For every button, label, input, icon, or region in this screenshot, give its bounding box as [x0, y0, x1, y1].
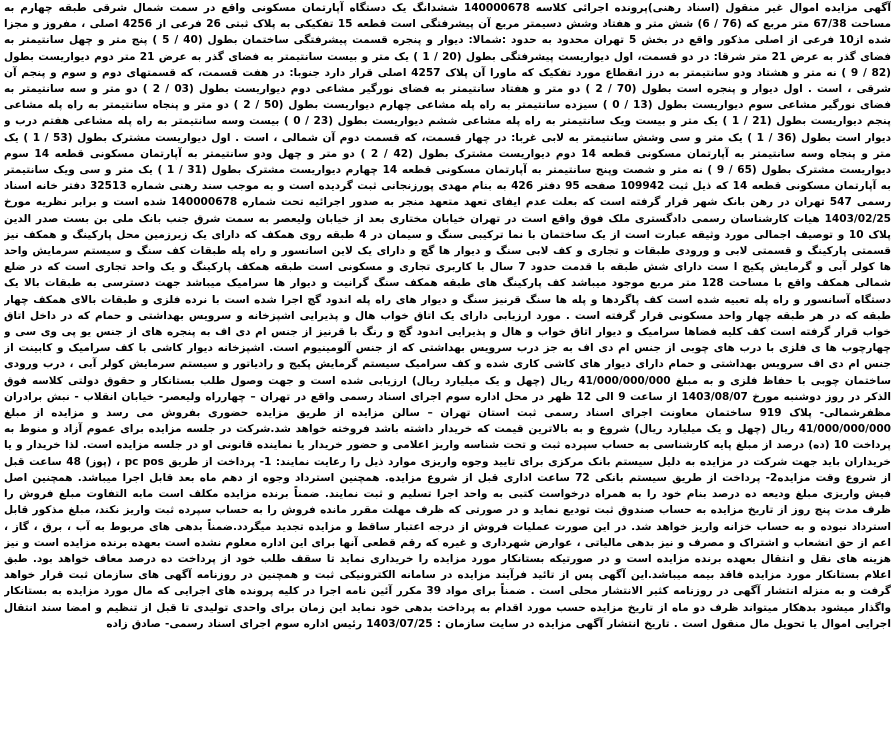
auction-notice — [4, 0, 891, 731]
auction-notice-body: آگهی مزایده اموال غیر منقول (اسناد رهنی)پرونده اجرائی کلاسه 140000678 ششدانگ یک دستگاه آپارتمان مسکونی واقع در سمت شمال شرقی طبقه چهارم به مساحت 67/38 متر مربع که (76 / 6) شش متر و هفتاد وشش دسیمتر مربع آن پیشرفتگی است قطعه 15 تفکیکی به پلاک ثبتی 26 فرعی از 4256 اصلی ، مفروز و مجزا شده از10 فرعی از اصلی مذکور واقع در بخش 5 تهران محدود به حدود :شمالا: دیوار و پنجره قسمت پیشرفتگی ساختمان بطول (40 / 5 ) پنج متر و چهل سانتیمتر به فضای گذر به عرض 21 متر شرقا: در دو قسمت، اول دیواریست پیشرفتگی بطول (20 / 1 ) یک متر و بیست سانتیمتر به فضای گذر به عرض 21 متر دوم دیواریست بطول (82 / 9 ) نه متر و هشتاد ودو سانتیمتر به درز انقطاع مورد تفکیک که ماورا آن پلاک 4257 اصلی قرار دارد جنوبا: در هفت قسمت، که قسمتهای دوم و سوم و پنجم آن شرقی ، است . اول دیوار و پنجره است بطول (70 / 2 ) دو متر و هفتاد سانتیمتر به فضای نورگیر مشاعی دوم دیواریست بطول (03 / 2 ) دو متر و سه سانتیمتر به فضای نورگیر مشاعی سوم دیواریست بطول (13 / 0 ) سیزده سانتیمتر به راه پله مشاعی چهارم دیواریست بطول (50 / 2 ) دو متر و پنجاه سانتیمتر به راه پله مشاعی پنجم دیواریست بطول (21 / 1 ) یک متر و بیست ویک سانتیمتر به راه پله مشاعی ششم دیواریست بطول (23 / 0 ) بیست وسه سانتیمتر به راه پله مشاعی هفتم درب و دیوار است بطول (36 / 1 ) یک متر و سی وشش سانتیمتر به لابی غربا: در چهار قسمت، که قسمت دوم آن شمالی ، است . اول دیواریست مشترک بطول (53 / 1 ) یک متر و پنجاه وسه سانتیمتر به آپارتمان مسکونی قطعه 14 دوم دیواریست مشترک بطول (42 / 2 ) دو متر و چهل ودو سانتیمتر به آپارتمان مسکونی قطعه 14 سوم دیواریست مشترک بطول (65 / 9 ) نه متر و شصت وپنج سانتیمتر به آپارتمان مسکونی قطعه 14 چهارم دیواریست مشترک بطول (31 / 1 ) یک متر و سی ویک سانتیمتر به آپارتمان مسکونی قطعه 14 که ذیل ثبت 109942 صفحه 95 دفتر 426 به بنام مهدی پورزنجانی ثبت گردیده است و به موجب سند رهنی شماره 32513 دفتر خانه اسناد رسمی 547 تهران در رهن بانک شهر قرار گرفته است که بعلت عدم ایفای تعهد متعهد منجر به صدور اجرائیه تحت شماره 140000678 شده است و برابر نظریه مورخ 1403/02/25 هیات کارشناسان رسمی دادگستری ملک فوق واقع است در تهران خیابان مختاری بعد از خیابان ولیعصر به سمت شرق جنب بانک ملی بن بست صدر الدین پلاک 10 و توصیف اجمالی مورد وثیقه عبارت است از یک ساختمان با نما ترکیبی سنگ و سیمان در 4 طبقه روی همکف که دارای یک زیرزمین محل پارکینگ و همکف نیز قسمتی پارکینگ و قسمتی لابی و ورودی طبقات و تجاری و کف لابی سنگ و دیوار ها گچ و دارای یک لاین اسانسور و راه پله طبقات کف سنگ و سیستم سرمایش واحد ها کولر آبی و گرمایش پکیج ا ست دارای شش طبقه با قدمت حدود 7 سال با کاربری تجاری و مسکونی است طبقه همکف پارکینگ و یک واحد تجاری است که در ضلع شمالی همکف واقع با مساحت 128 متر مربع موجود میباشد کف پارکینگ های طبقه همکف سنگ گرانیت و دیوار ها سرامیک میباشد جهت دسترسی به طبقات بالا یک دستگاه آسانسور و راه پله تعبیه شده است کف پاگردها و پله ها سنگ قرنیز سنگ و دیوار های راه پله اندود گچ اجرا شده است با نرده فلزی و طبقات بالای همکف چهار طبقه که در هر طبقه چهار واحد مسکونی قرار گرفته است . مورد ارزیابی دارای یک اتاق خواب هال و پذیرایی اشپزخانه و سرویس بهداشتی و حمام که در داخل اتاق خواب قرار گرفته است کف کلیه فضاها سرامیک و دیوار اتاق خواب و هال و پذیرایی اندود گچ و رنگ با قرنیز از جنس ام دی اف به پنجره های از جنس یو پی وی سی و چهارچوب ها ی فلزی با درب های چوبی از جنس ام دی اف به جز درب سرویس بهداشتی که از جنس آلومینیوم است. اشپزخانه دیوار کاشی با کف سرامیک و کابینت از جنس ام دی اف سرویس بهداشتی و حمام دارای دیوار های کاشی کاری شده و کف سرامیک سیستم گرمایش پکیج و رادیاتور و سیستم سرمایش کولر آبی ، درب ورودی ساختمان چوبی با حفاظ فلزی و به مبلغ 41/000/000/000 ریال (چهل و یک میلیارد ریال) ارزیابی شده است و جهت وصول طلب بستانکار و حقوق دولتی کلاسه فوق الذکر در روز دوشنبه مورخ 1403/08/07 از ساعت 9 الی 12 ظهر در محل اداره سوم اجرای اسناد رسمی واقع در تهران – چهارراه ولیعصر- خیابان انقلاب - نبش برادران مظفرشمالی- پلاک 919 ساختمان معاونت اجرای اسناد رسمی ثبت استان تهران – سالن مزایده از طریق مزایده حضوری بفروش می رسد و مزایده از مبلغ 41/000/000/000 ریال (چهل و یک میلیارد ریال) شروع و به بالاترین قیمت که خریدار داشته باشد فروخته خواهد شد.شرکت در جلسه مزایده برای عموم آزاد و منوط به پرداخت 10 (ده) درصد از مبلغ پایه کارشناسی به حساب سپرده ثبت و تحت شناسه واریز اعلامی و حضور خریدار یا نماینده قانونی او در جلسه مزایده است. لذا خریدار و یا خریداران باید جهت شرکت در مزایده به دلیل سیستم بانک مرکزی برای تایید وجوه واریزی موارد ذیل را رعایت نمایند: 1- پرداخت از طریق pc pos ، (پوز) 48 ساعت قبل از شروع وقت مزایده2- پرداخت از طریق سیستم بانکی 72 ساعت اداری قبل از شروع مزایده. همچنین استرداد وجوه از دهم ماه بعد قابل اجرا میباشد. همچنین اصل فیش واریزی مبلغ ودیعه ده درصد بنام خود را به همراه درخواست کتبی به واحد اجرا تسلیم و ثبت نمایند. ضمناً برنده مزایده مکلف است مابه التفاوت مبلغ فروش را ظرف مدت پنج روز از تاریخ مزایده به حساب صندوق ثبت تودیع نماید و در صورتی که ظرف مهلت مقرر مانده فروش را به حساب سپرده ثبت واریز نکند، مبلغ مذکور قابل استرداد نبوده و به حساب خزانه واریز خواهد شد. در این صورت عملیات فروش از درجه اعتبار ساقط و مزایده تجدید میگردد.ضمناً بدهی های مربوط به آب ، برق ، گاز ، اعم از حق انشعاب و اشتراک و مصرف و نیز بدهی مالیاتی ، عوارض شهرداری و غیره که رقم قطعی آنها برای این اداره معلوم نشده است بعهده برنده مزایده است و نیز هزینه های نقل و انتقال بعهده برنده مزایده است و در صورتیکه بستانکار مورد مزایده را خریداری نماید تا سقف طلب خود از پرداخت ده درصد معاف خواهد بود. طبق اعلام بستانکار مورد مزایده فاقد بیمه میباشد.این آگهی پس از تائید فرآیند مزایده در سامانه الکترونیکی ثبت و همچنین در روزنامه آگهی های سازمان ثبت قرار خواهد گرفت و به منزله انتشار آگهی در روزنامه کثیر الانتشار محلی است . ضمناً برای مواد 39 مکرر آئین نامه اجرا در کلیه پرونده های اجرایی که مال مورد مزایده به بستانکار واگذار میشود بدهکار میتواند ظرف دو ماه از تاریخ مزایده حسب مورد اقدام به پرداخت بدهی خود نماید این زمان برای واحدی تولیدی تا قبل از تنظیم و امضا سند انتقال اجرایی اموال یا تحویل مال منقول است . تاریخ انتشار آگهی مزایده در سایت سازمان : 1403/07/25 رئیس اداره سوم اجرای اسناد رسمی- صادق زاده — [4, 2, 891, 630]
